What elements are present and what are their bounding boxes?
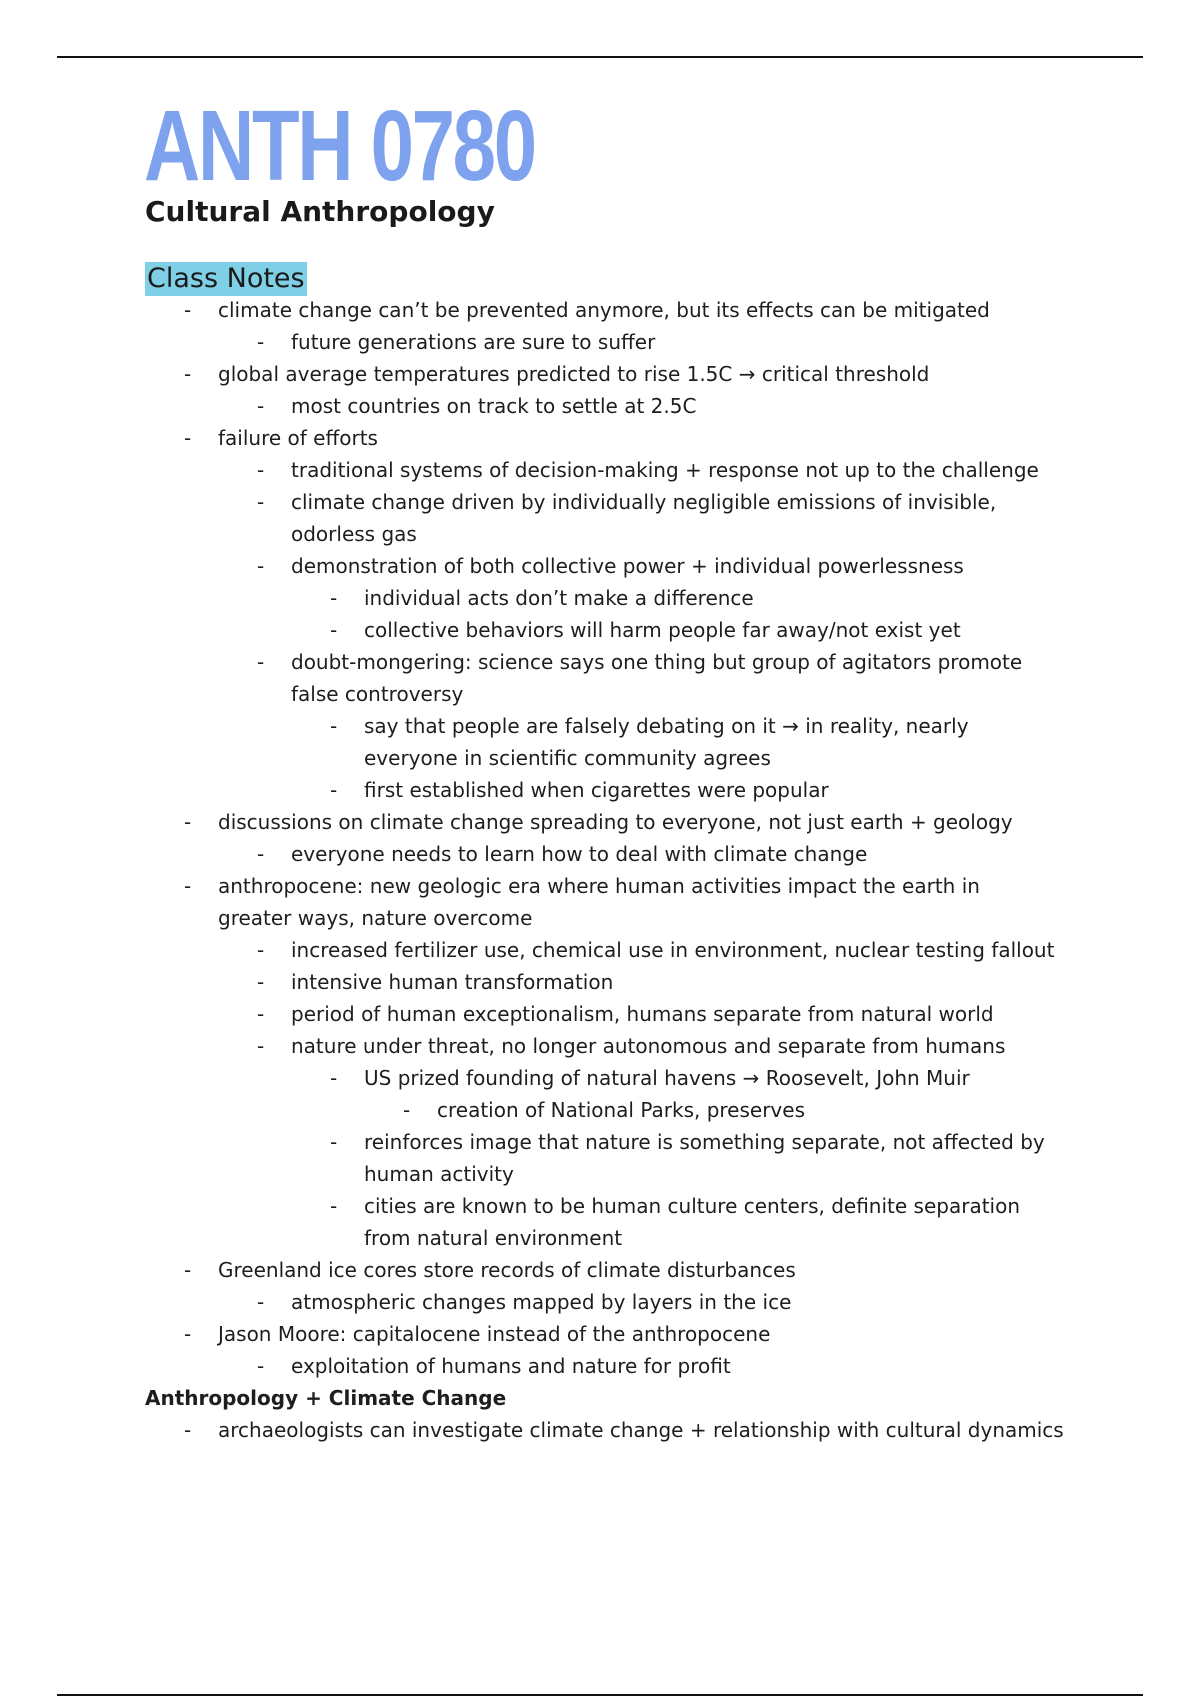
list-item <box>0 1318 1200 1350</box>
list-item <box>0 1254 1200 1286</box>
list-item-text: future generations are sure to suffer <box>291 330 656 354</box>
bullet-dash: - <box>330 714 338 738</box>
list-item-text: atmospheric changes mapped by layers in the ice <box>291 1290 792 1314</box>
bullet-dash: - <box>184 810 192 834</box>
list-item <box>0 1126 1200 1190</box>
list-item-text: failure of efforts <box>218 426 378 450</box>
bullet-dash: - <box>257 458 265 482</box>
bullet-dash: - <box>330 586 338 610</box>
list-item-text: intensive human transformation <box>291 970 614 994</box>
list-item <box>0 1414 1200 1446</box>
bullet-dash: - <box>184 426 192 450</box>
bullet-dash: - <box>257 394 265 418</box>
list-item-text: most countries on track to settle at 2.5C <box>291 394 697 418</box>
list-item-text-continued: false controversy <box>291 682 464 706</box>
list-item-text: Jason Moore: capitalocene instead of the anthropocene <box>218 1322 771 1346</box>
bullet-dash: - <box>184 1322 192 1346</box>
list-item-text: discussions on climate change spreading to everyone, not just earth + geology <box>218 810 1013 834</box>
list-item <box>0 294 1200 326</box>
bullet-dash: - <box>257 1034 265 1058</box>
list-item-text: say that people are falsely debating on it → in reality, nearly <box>364 714 969 738</box>
list-item <box>0 870 1200 934</box>
bullet-dash: - <box>257 554 265 578</box>
list-item-text: archaeologists can investigate climate change + relationship with cultural dynamics <box>218 1418 1064 1442</box>
bottom-rule <box>57 1694 1143 1696</box>
list-item-text: traditional systems of decision-making + response not up to the challenge <box>291 458 1039 482</box>
bullet-dash: - <box>330 1130 338 1154</box>
bullet-dash: - <box>257 1354 265 1378</box>
bullet-dash: - <box>257 938 265 962</box>
list-item-text: doubt-mongering: science says one thing but group of agitators promote <box>291 650 1023 674</box>
list-item-text: period of human exceptionalism, humans separate from natural world <box>291 1002 994 1026</box>
list-item-text: first established when cigarettes were popular <box>364 778 829 802</box>
list-item <box>0 1286 1200 1318</box>
list-item-text: US prized founding of natural havens → Roosevelt, John Muir <box>364 1066 970 1090</box>
list-item-text: cities are known to be human culture centers, definite separation <box>364 1194 1021 1218</box>
list-item-text-continued: odorless gas <box>291 522 417 546</box>
list-item-text: Greenland ice cores store records of climate disturbances <box>218 1258 796 1282</box>
list-item-text: demonstration of both collective power + individual powerlessness <box>291 554 964 578</box>
bullet-dash: - <box>257 650 265 674</box>
list-item-text-continued: from natural environment <box>364 1226 623 1250</box>
list-item-text: nature under threat, no longer autonomous and separate from humans <box>291 1034 1006 1058</box>
list-item <box>0 582 1200 614</box>
list-item <box>0 326 1200 358</box>
bullet-dash: - <box>184 362 192 386</box>
course-subtitle: Cultural Anthropology <box>145 195 495 228</box>
list-item <box>0 422 1200 454</box>
bullet-dash: - <box>257 970 265 994</box>
list-item <box>0 1190 1200 1254</box>
list-item <box>0 390 1200 422</box>
bullet-dash: - <box>257 330 265 354</box>
bullet-dash: - <box>330 1194 338 1218</box>
list-item-text: everyone needs to learn how to deal with climate change <box>291 842 868 866</box>
list-item-text: anthropocene: new geologic era where human activities impact the earth in <box>218 874 980 898</box>
list-item <box>0 358 1200 390</box>
list-item <box>0 454 1200 486</box>
bullet-dash: - <box>330 618 338 642</box>
list-item-text: global average temperatures predicted to rise 1.5C → critical threshold <box>218 362 930 386</box>
bullet-dash: - <box>330 778 338 802</box>
list-item <box>0 806 1200 838</box>
list-item <box>0 550 1200 582</box>
list-item-text: increased fertilizer use, chemical use in environment, nuclear testing fallout <box>291 938 1055 962</box>
list-item <box>0 966 1200 998</box>
list-item <box>0 774 1200 806</box>
list-item <box>0 710 1200 774</box>
bullet-dash: - <box>257 842 265 866</box>
bullet-dash: - <box>184 298 192 322</box>
bullet-dash: - <box>184 1258 192 1282</box>
list-item <box>0 1030 1200 1062</box>
list-item-text: climate change can’t be prevented anymore, but its effects can be mitigated <box>218 298 990 322</box>
list-item <box>0 1094 1200 1126</box>
list-item-text: creation of National Parks, preserves <box>437 1098 805 1122</box>
bullet-dash: - <box>257 1002 265 1026</box>
list-item-text: collective behaviors will harm people far away/not exist yet <box>364 618 961 642</box>
subsection-heading: Anthropology + Climate Change <box>145 1386 507 1410</box>
class-notes-list <box>0 294 1200 1446</box>
top-rule <box>57 56 1143 58</box>
bullet-dash: - <box>330 1066 338 1090</box>
list-item <box>0 646 1200 710</box>
bullet-dash: - <box>403 1098 411 1122</box>
list-item-text-continued: everyone in scientific community agrees <box>364 746 771 770</box>
list-item <box>0 838 1200 870</box>
list-item <box>0 614 1200 646</box>
list-item-text-continued: greater ways, nature overcome <box>218 906 533 930</box>
list-item <box>0 1350 1200 1382</box>
class-notes-heading: Class Notes <box>147 263 305 294</box>
bullet-dash: - <box>257 490 265 514</box>
list-item-text-continued: human activity <box>364 1162 514 1186</box>
list-item <box>0 1062 1200 1094</box>
list-item-text: individual acts don’t make a difference <box>364 586 754 610</box>
list-item-text: reinforces image that nature is something separate, not affected by <box>364 1130 1045 1154</box>
bullet-dash: - <box>184 874 192 898</box>
bullet-dash: - <box>184 1418 192 1442</box>
list-item <box>0 934 1200 966</box>
list-item <box>0 998 1200 1030</box>
list-item <box>0 486 1200 550</box>
course-code-title: ANTH 0780 <box>144 90 535 202</box>
list-item-text: climate change driven by individually negligible emissions of invisible, <box>291 490 997 514</box>
bullet-dash: - <box>257 1290 265 1314</box>
list-item-text: exploitation of humans and nature for profit <box>291 1354 731 1378</box>
